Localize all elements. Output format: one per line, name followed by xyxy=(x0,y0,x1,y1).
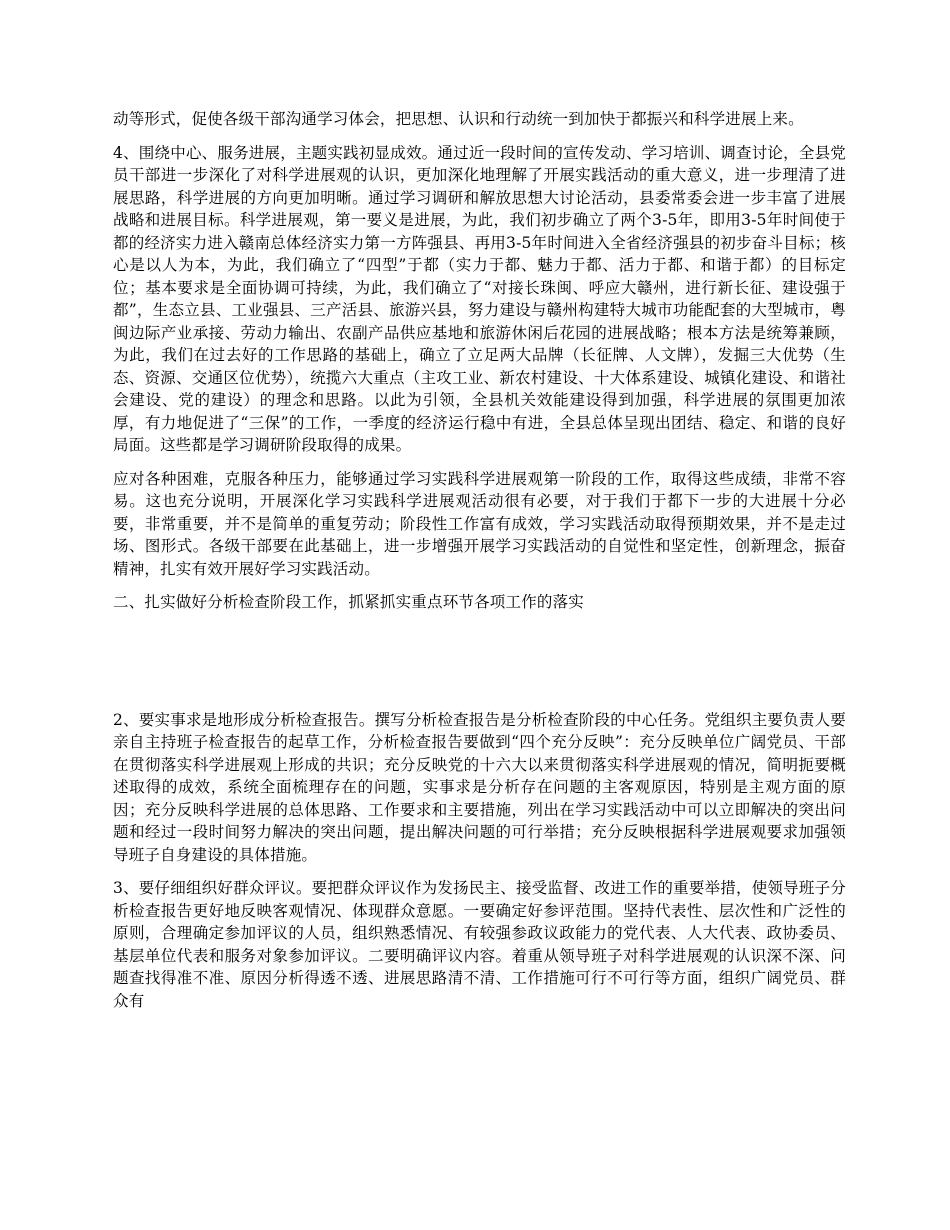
paragraph-3: 应对各种困难，克服各种压力，能够通过学习实践科学进展观第一阶段的工作，取得这些成绩，非常不容易。这也充分说明，开展深化学习实践科学进展观活动很有必要，对于我们于都下一步的大进展十分必要，非常重要，并不是简单的重复劳动；阶段性工作富有成效，学习实践活动取得预期效果，并不是走过场、图形式。各级干部要在此基础上，进一步增强开展学习实践活动的自觉性和坚定性，创新理念，振奋精神，扎实有效开展好学习实践活动。 xyxy=(113,469,846,578)
paragraph-5: 2、要实事求是地形成分析检查报告。撰写分析检查报告是分析检查阶段的中心任务。党组织主要负责人要亲自主持班子检查报告的起草工作，分析检查报告要做到“四个充分反映”：充分反映单位广阔党员、干部在贯彻落实科学进展观上形成的共识；充分反映党的十六大以来贯彻落实科学进展观的情况，简明扼要概述取得的成效，系统全面梳理存在的问题，实事求是分析存在问题的主客观原因，特别是主观方面的原因；充分反映科学进展的总体思路、工作要求和主要措施，列出在学习实践活动中可以立即解决的突出问题和经过一段时间努力解决的突出问题，提出解决问题的可行举措；充分反映根据科学进展观要求加强领导班子自身建设的具体措施。 xyxy=(113,710,846,864)
document-page xyxy=(113,108,846,1023)
section-heading: 二、扎实做好分析检查阶段工作，抓紧抓实重点环节各项工作的落实 xyxy=(113,593,585,611)
paragraph-1: 动等形式，促使各级干部沟通学习体会，把思想、认识和行动统一到加快于都振兴和科学进展上来。 xyxy=(113,110,804,128)
blank-gap xyxy=(113,625,846,709)
paragraph-6: 3、要仔细组织好群众评议。要把群众评议作为发扬民主、接受监督、改进工作的重要举措，使领导班子分析检查报告更好地反映客观情况、体现群众意愿。一要确定好参评范围。坚持代表性、层次性和广泛性的原则，合理确定参加评议的人员，组织熟悉情况、有较强参政议政能力的党代表、人大代表、政协委员、基层单位代表和服务对象参加评议。二要明确评议内容。着重从领导班子对科学进展观的认识深不深、问题查找得准不准、原因分析得透不透、进展思路清不清、工作措施可行不可行等方面，组织广阔党员、群众有 xyxy=(113,879,846,1010)
paragraph-2: 4、围绕中心、服务进展，主题实践初显成效。通过近一段时间的宣传发动、学习培训、调查讨论，全县党员干部进一步深化了对科学进展观的认识，更加深化地理解了开展实践活动的重大意义，进一步理清了进展思路，科学进展的方向更加明晰。通过学习调研和解放思想大讨论活动，县委常委会进一步丰富了进展战略和进展目标。科学进展观，第一要义是进展，为此，我们初步确立了两个3-5年，即用3-5年时间使于都的经济实力进入赣南总体经济实力第一方阵强县、再用3-5年时间进入全省经济强县的初步奋斗目标；核心是以人为本，为此，我们确立了“四型”于都（实力于都、魅力于都、活力于都、和谐于都）的目标定位；基本要求是全面协调可持续，为此，我们确立了“对接长珠闽、呼应大赣州，进行新长征、建设强于都”，生态立县、工业强县、三产活县、旅游兴县，努力建设与赣州构建特大城市功能配套的大型城市，粤闽边际产业承接、劳动力输出、农副产品供应基地和旅游休闲后花园的进展战略；根本方法是统筹兼顾，为此，我们在过去好的工作思路的基础上，确立了立足两大品牌（长征牌、人文牌），发掘三大优势（生态、资源、交通区位优势），统揽六大重点（主攻工业、新农村建设、十大体系建设、城镇化建设、和谐社会建设、党的建设）的理念和思路。以此为引领，全县机关效能建设得到加强，科学进展的氛围更加浓厚，有力地促进了“三保”的工作，一季度的经济运行稳中有进，全县总体呈现出团结、稳定、和谐的良好局面。这些都是学习调研阶段取得的成果。 xyxy=(113,143,846,454)
